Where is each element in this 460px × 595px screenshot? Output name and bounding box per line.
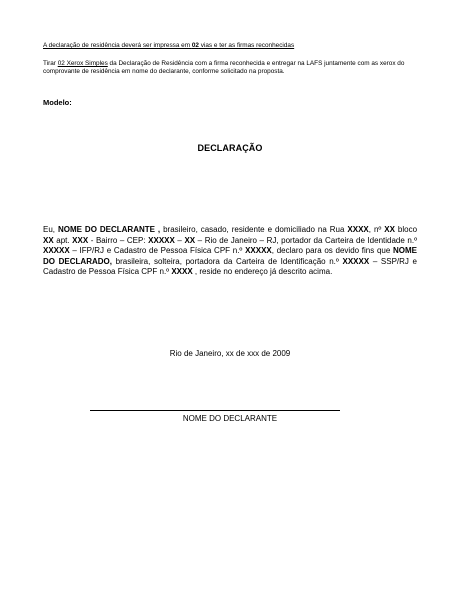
notice-prefix: A declaração de residência deverá ser impressa em bbox=[43, 42, 192, 49]
body-text: , declaro para os devido fins que bbox=[271, 246, 394, 256]
body-text: brasileira, solteira, portadora da Carteira de Identificação n.º bbox=[111, 256, 343, 266]
declared-name: NOME DO DECLARADO, bbox=[43, 246, 418, 266]
print-notice-text bbox=[43, 42, 294, 49]
number-placeholder: XX bbox=[384, 225, 395, 234]
declared-cpf-placeholder: XXXX bbox=[171, 267, 193, 277]
print-notice bbox=[43, 42, 423, 50]
body-text: – bbox=[174, 235, 185, 245]
body-text: – IFP/RJ e Cadastro de Pessoa Física CPF n.º bbox=[69, 246, 246, 256]
street-placeholder: XXXX bbox=[347, 225, 369, 234]
instruction-prefix: Tirar bbox=[43, 60, 58, 67]
instruction-suffix: da Declaração de Residência com a firma reconhecida e entregar na LAFS juntamente com as xerox do comprovante de residência em nome do declarante, conforme solicitado na proposta. bbox=[43, 60, 405, 76]
declared-id-placeholder: XXXXX bbox=[342, 256, 370, 266]
body-text: , nº bbox=[368, 225, 385, 234]
body-text: , reside no endereço já descrito acima. bbox=[192, 267, 333, 277]
body-text: apt. bbox=[53, 235, 73, 245]
cep-placeholder: XXXXX bbox=[148, 235, 175, 245]
body-text: brasileiro, casado, residente e domiciliado na Rua bbox=[160, 225, 348, 234]
signature-name: NOME DO DECLARANTE bbox=[182, 414, 278, 423]
notice-suffix: vias e ter as firmas reconhecidas bbox=[198, 42, 295, 49]
body-text: bloco bbox=[394, 225, 418, 234]
block-placeholder: XX bbox=[43, 235, 54, 245]
body-text: Eu, bbox=[43, 225, 58, 234]
date-line: Rio de Janeiro, xx de xxx de 2009 bbox=[169, 349, 291, 358]
signature-line bbox=[90, 410, 340, 411]
body-text: – SSP/RJ e Cadastro de Pessoa Física CPF n.º bbox=[43, 256, 418, 277]
declaration-title: DECLARAÇÃO bbox=[197, 143, 263, 153]
instruction-paragraph bbox=[43, 60, 423, 77]
notice-copies: 02 bbox=[191, 42, 199, 49]
cpf-placeholder: XXXXX bbox=[245, 246, 272, 256]
id-placeholder: XXXXX bbox=[43, 246, 70, 256]
apartment-placeholder: XXX bbox=[72, 235, 89, 245]
body-text: – Rio de Janeiro – RJ, portador da Carteira de Identidade n.º bbox=[195, 235, 417, 245]
declaration-body bbox=[43, 225, 417, 278]
model-label: Modelo: bbox=[43, 98, 72, 107]
body-text: - Bairro – CEP: bbox=[88, 235, 149, 245]
declarant-name: NOME DO DECLARANTE , bbox=[57, 225, 161, 234]
cep-suffix-placeholder: XX bbox=[184, 235, 196, 245]
instruction-copies: 02 Xerox Simples bbox=[57, 60, 108, 67]
